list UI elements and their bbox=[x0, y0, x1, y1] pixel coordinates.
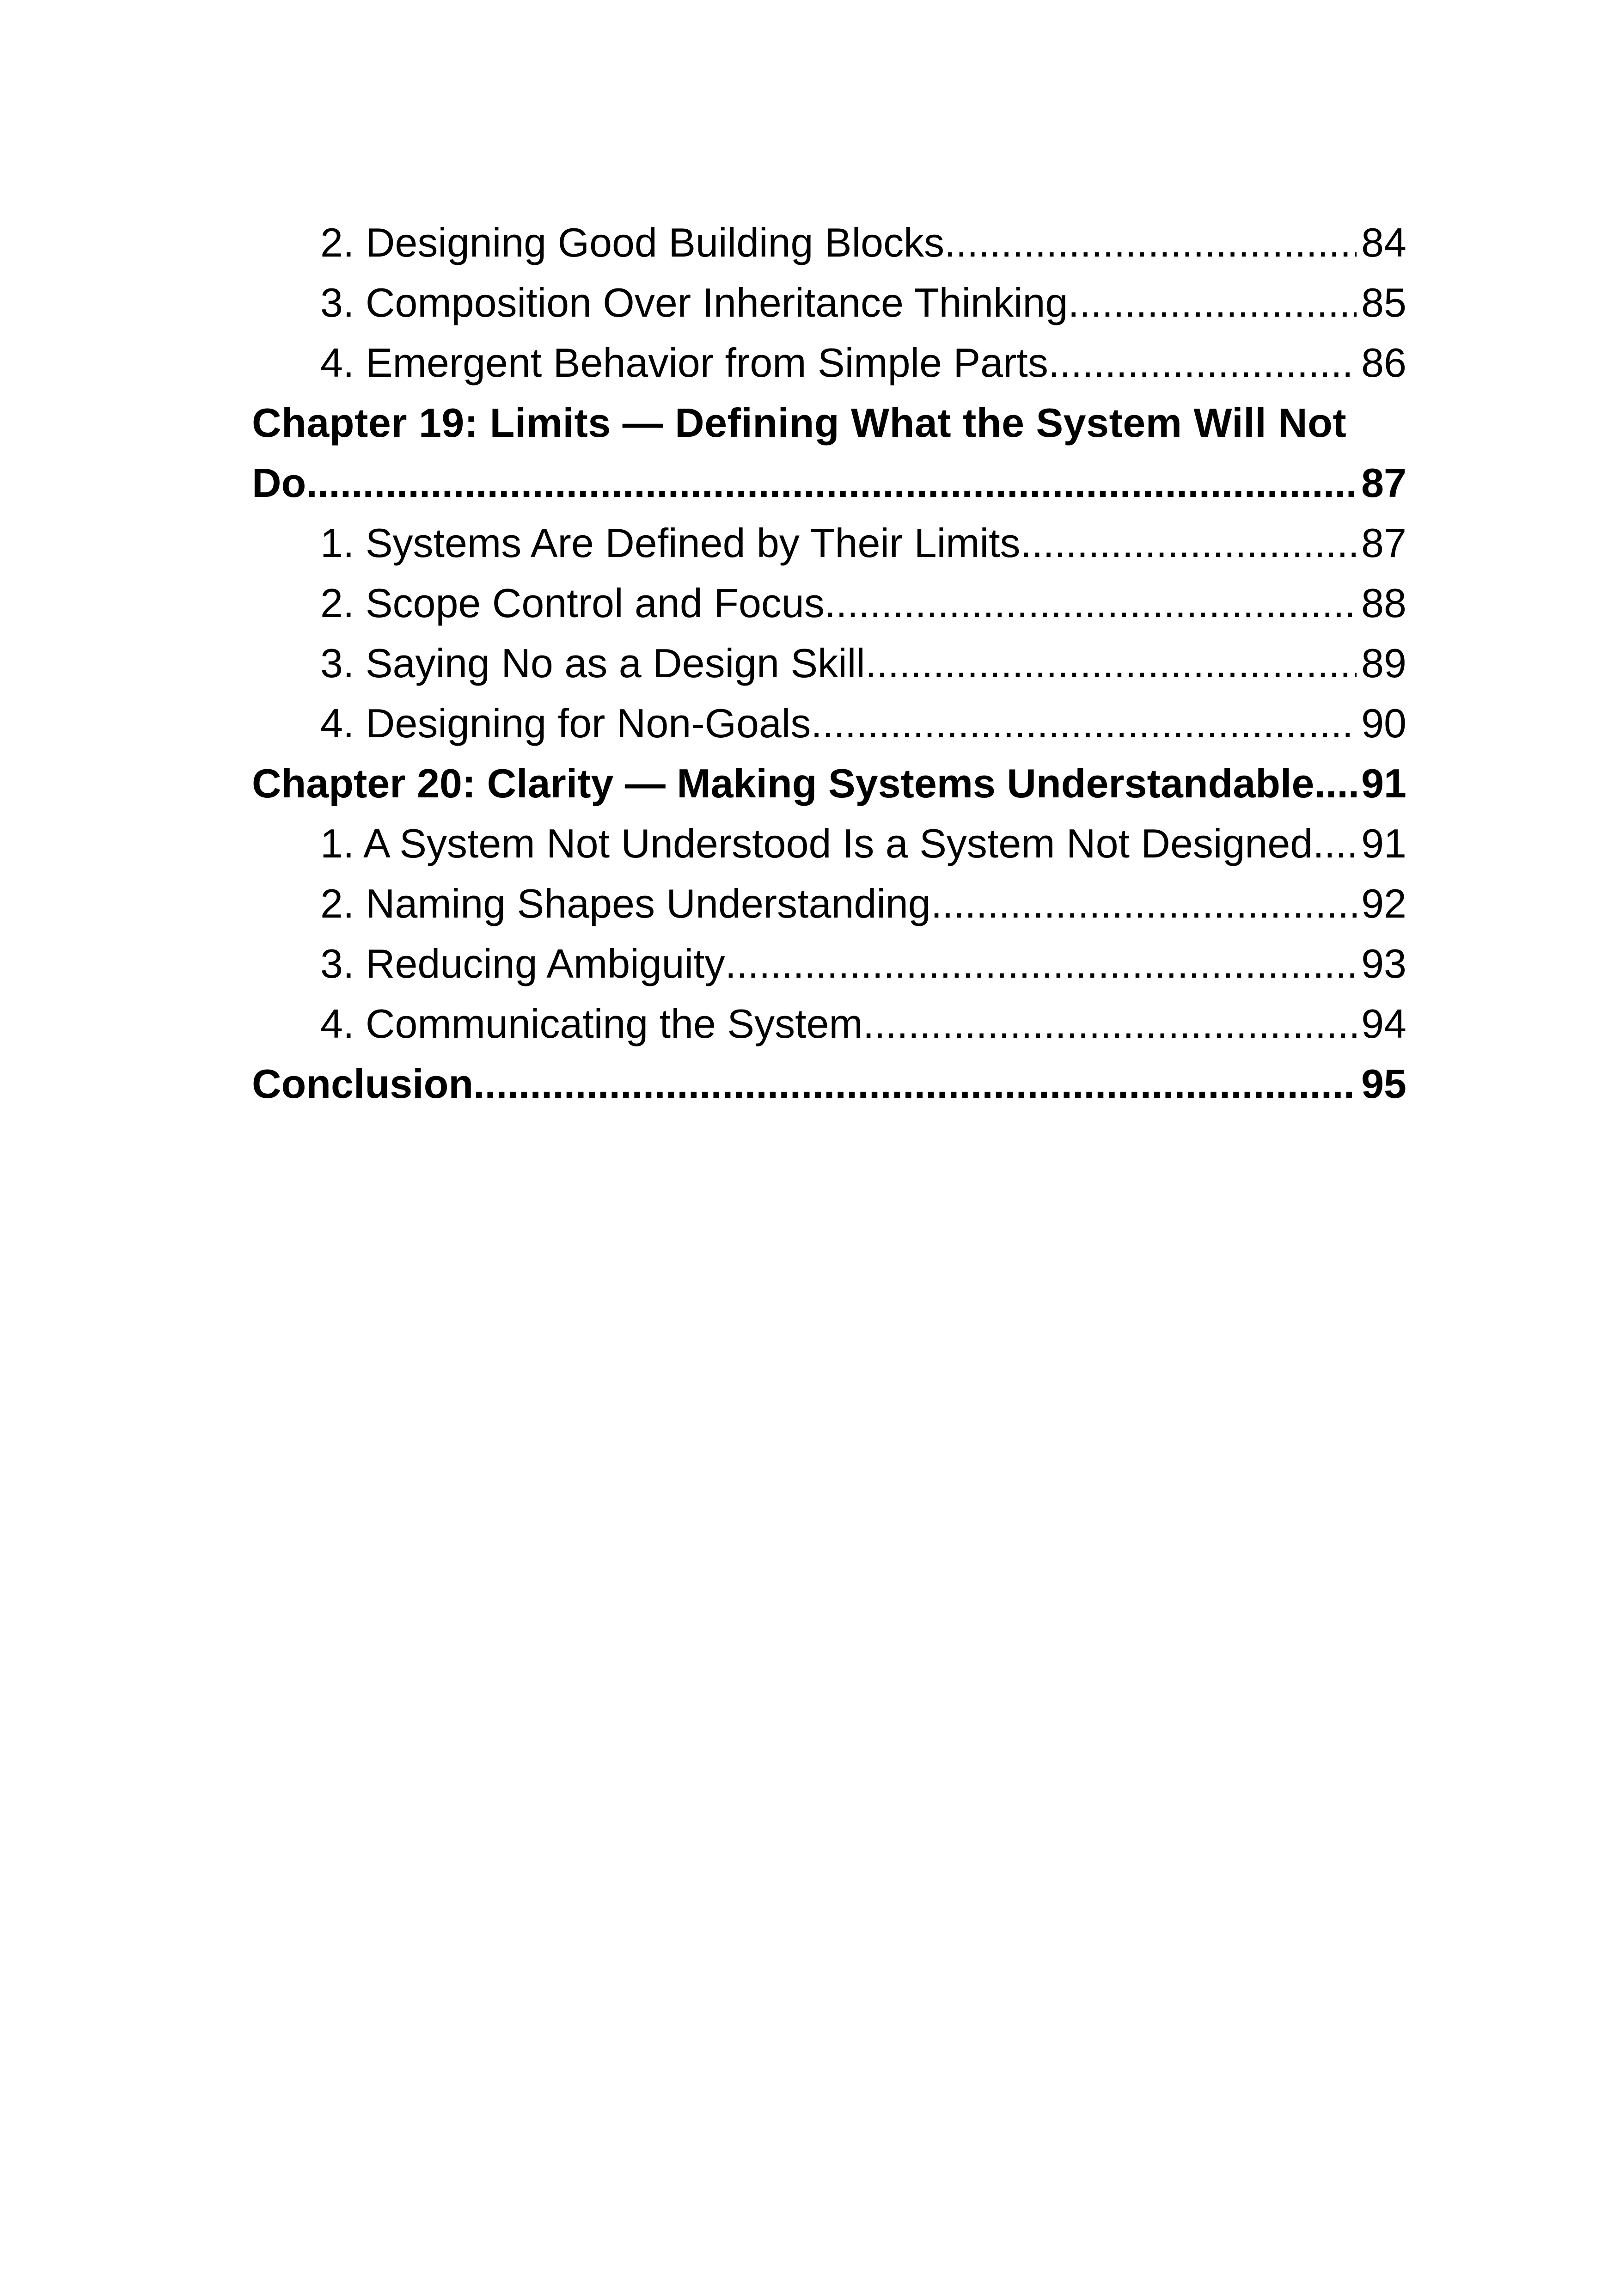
toc-chapter-20[interactable] bbox=[252, 753, 1406, 814]
dot-leader bbox=[1048, 333, 1357, 393]
toc-entry-page: 93 bbox=[1361, 941, 1406, 986]
toc-entry-page: 87 bbox=[1361, 460, 1406, 506]
toc-entry-page: 91 bbox=[1361, 820, 1406, 866]
dot-leader bbox=[306, 453, 1357, 513]
toc-entry-title: 2. Scope Control and Focus bbox=[320, 580, 825, 626]
toc-chapter-title-line2: Do bbox=[252, 460, 306, 506]
toc-entry-page: 88 bbox=[1361, 580, 1406, 626]
toc-conclusion[interactable] bbox=[252, 1054, 1406, 1114]
toc-entry-title: 2. Designing Good Building Blocks bbox=[320, 220, 945, 265]
toc-entry-page: 84 bbox=[1361, 220, 1406, 265]
dot-leader bbox=[865, 633, 1357, 693]
dot-leader bbox=[944, 213, 1357, 273]
toc-entry-title: 1. A System Not Understood Is a System Not Designed bbox=[320, 820, 1313, 866]
dot-leader bbox=[931, 874, 1357, 934]
toc-entry-page: 86 bbox=[1361, 340, 1406, 386]
toc-entry[interactable] bbox=[252, 333, 1406, 393]
toc-entry-page: 90 bbox=[1361, 700, 1406, 746]
dot-leader bbox=[863, 994, 1357, 1054]
toc-entry[interactable] bbox=[252, 633, 1406, 693]
toc-entry-title: 4. Designing for Non-Goals bbox=[320, 700, 811, 746]
toc-entry[interactable] bbox=[252, 934, 1406, 994]
toc-entry-page: 92 bbox=[1361, 881, 1406, 926]
toc-entry[interactable] bbox=[252, 874, 1406, 934]
toc-chapter-title-line1: Chapter 19: Limits — Defining What the System Will Not bbox=[252, 400, 1347, 446]
toc-chapter-19[interactable] bbox=[252, 393, 1406, 513]
toc-entry[interactable] bbox=[252, 693, 1406, 753]
toc-entry[interactable] bbox=[252, 573, 1406, 633]
dot-leader bbox=[811, 693, 1357, 753]
toc-entry[interactable] bbox=[252, 273, 1406, 333]
toc-chapter-title: Conclusion bbox=[252, 1061, 474, 1107]
toc-entry-title: 1. Systems Are Defined by Their Limits bbox=[320, 520, 1021, 566]
toc-entry[interactable] bbox=[252, 213, 1406, 273]
toc-entry-title: 4. Emergent Behavior from Simple Parts bbox=[320, 340, 1048, 386]
toc-entry-page: 91 bbox=[1361, 760, 1406, 806]
toc-entry-page: 89 bbox=[1361, 640, 1406, 686]
toc-entry[interactable] bbox=[252, 513, 1406, 573]
toc-entry-page: 87 bbox=[1361, 520, 1406, 566]
toc-entry-title: 3. Reducing Ambiguity bbox=[320, 941, 725, 986]
toc-entry-title: 2. Naming Shapes Understanding bbox=[320, 881, 931, 926]
dot-leader bbox=[725, 934, 1357, 994]
toc-chapter-title-line2-row bbox=[252, 453, 1406, 513]
toc-chapter-title: Chapter 20: Clarity — Making Systems Understandable bbox=[252, 760, 1314, 806]
dot-leader bbox=[825, 573, 1357, 633]
table-of-contents bbox=[252, 213, 1406, 1114]
dot-leader bbox=[1021, 513, 1357, 573]
dot-leader bbox=[1313, 814, 1357, 874]
toc-entry-page: 94 bbox=[1361, 1001, 1406, 1047]
dot-leader bbox=[1314, 753, 1357, 814]
toc-entry-title: 3. Saying No as a Design Skill bbox=[320, 640, 865, 686]
toc-entry-title: 3. Composition Over Inheritance Thinking bbox=[320, 280, 1068, 325]
toc-entry-title: 4. Communicating the System bbox=[320, 1001, 863, 1047]
toc-entry-page: 85 bbox=[1361, 280, 1406, 325]
toc-entry[interactable] bbox=[252, 814, 1406, 874]
dot-leader bbox=[1068, 273, 1357, 333]
toc-entry-page: 95 bbox=[1361, 1061, 1406, 1107]
dot-leader bbox=[473, 1054, 1357, 1114]
toc-entry[interactable] bbox=[252, 994, 1406, 1054]
